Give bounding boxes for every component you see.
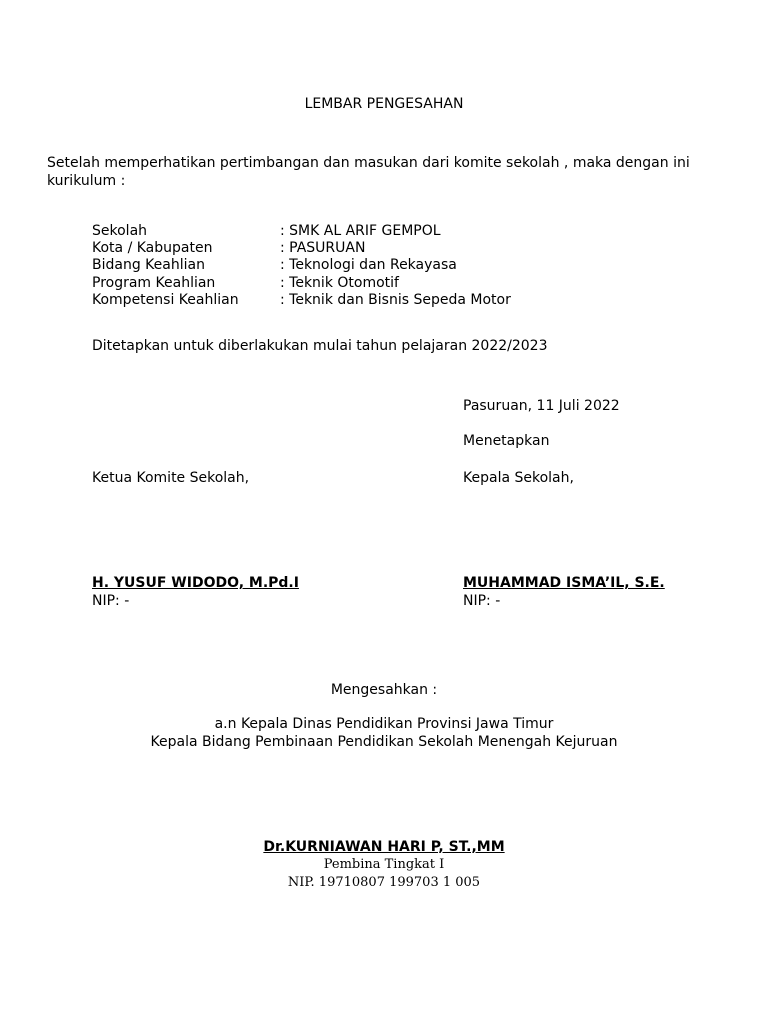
identity-row-competency — [92, 291, 511, 309]
identity-value: : SMK AL ARIF GEMPOL — [280, 223, 441, 239]
identity-value: : Teknik Otomotif — [280, 275, 399, 291]
identity-value: : Teknik dan Bisnis Sepeda Motor — [280, 292, 511, 308]
approval-line-1: a.n Kepala Dinas Pendidikan Provinsi Jawa Timur — [214, 716, 554, 732]
approval-heading: Mengesahkan : — [330, 682, 438, 698]
left-signer-role: Ketua Komite Sekolah, — [92, 470, 250, 486]
approver-name: Dr.KURNIAWAN HARI P, ST.,MM — [263, 839, 505, 855]
right-signer-name: MUHAMMAD ISMA’IL, S.E. — [463, 575, 665, 591]
identity-value: : Teknologi dan Rekayasa — [280, 257, 457, 273]
left-signer-nip: NIP: - — [92, 593, 130, 609]
identity-value: : PASURUAN — [280, 240, 366, 256]
identity-label: Sekolah — [92, 223, 148, 239]
approver-rank: Pembina Tingkat I — [323, 857, 445, 872]
left-signer-name: H. YUSUF WIDODO, M.Pd.I — [92, 575, 299, 591]
approval-line-2: Kepala Bidang Pembinaan Pendidikan Sekolah Menengah Kejuruan — [150, 734, 618, 750]
page-title: LEMBAR PENGESAHAN — [304, 96, 464, 112]
identity-row-school — [92, 222, 441, 240]
intro-line-2: kurikulum : — [47, 173, 126, 189]
identity-row-field — [92, 256, 457, 274]
intro-line-1: Setelah memperhatikan pertimbangan dan masukan dari komite sekolah , maka dengan ini — [47, 155, 690, 171]
identity-label: Bidang Keahlian — [92, 257, 205, 273]
identity-label: Program Keahlian — [92, 275, 216, 291]
identity-label: Kota / Kabupaten — [92, 240, 213, 256]
menetapkan-label: Menetapkan — [463, 433, 550, 449]
approver-nip: NIP. 19710807 199703 1 005 — [287, 875, 481, 890]
identity-row-city — [92, 239, 365, 257]
identity-row-program — [92, 274, 399, 292]
right-signer-nip: NIP: - — [463, 593, 501, 609]
identity-label: Kompetensi Keahlian — [92, 292, 239, 308]
decree-text: Ditetapkan untuk diberlakukan mulai tahun pelajaran 2022/2023 — [92, 338, 548, 354]
right-signer-role: Kepala Sekolah, — [463, 470, 574, 486]
place-date: Pasuruan, 11 Juli 2022 — [463, 398, 620, 414]
